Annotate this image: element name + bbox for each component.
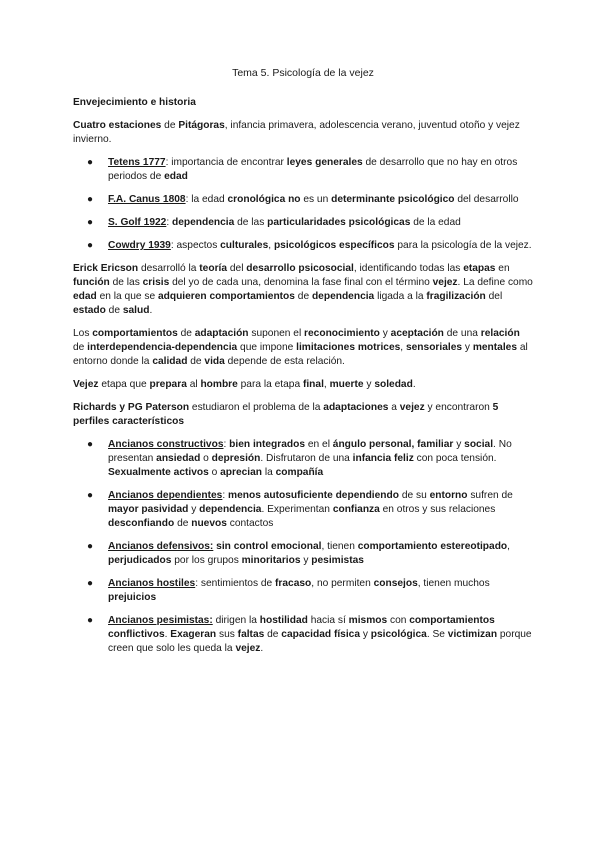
text: , bbox=[400, 342, 406, 353]
bold-text: dependencia bbox=[311, 291, 375, 302]
bold-text: etapas bbox=[463, 263, 496, 274]
text: de su bbox=[398, 490, 430, 501]
bold-text: minoritarios bbox=[241, 555, 301, 566]
text: : importancia de encontrar bbox=[165, 157, 287, 168]
bold-text: ansiedad bbox=[156, 453, 201, 464]
bold-text: psicológica bbox=[370, 629, 427, 640]
bold-text: Vejez bbox=[73, 379, 99, 390]
text: de bbox=[105, 305, 123, 316]
text: del desarrollo bbox=[454, 194, 519, 205]
text: a bbox=[388, 402, 400, 413]
bold-text: fracaso bbox=[275, 578, 312, 589]
bold-text: ángulo personal, familiar bbox=[332, 439, 454, 450]
bold-text: Richards y PG Paterson bbox=[73, 402, 190, 413]
bold-text: Sexualmente activos bbox=[108, 467, 209, 478]
text: y bbox=[188, 504, 200, 515]
list-item bbox=[73, 193, 533, 207]
text: de la edad bbox=[410, 217, 461, 228]
text: , tienen bbox=[321, 541, 358, 552]
bold-text: victimizan bbox=[447, 629, 498, 640]
text: contactos bbox=[226, 518, 274, 529]
text: dirigen la bbox=[212, 615, 260, 626]
bold-text: Cuatro estaciones bbox=[73, 120, 162, 131]
vejez-paragraph bbox=[73, 378, 533, 392]
text: en el bbox=[305, 439, 333, 450]
bold-text: psicológicos específicos bbox=[273, 240, 395, 251]
text: depende de esta relación. bbox=[224, 356, 345, 367]
text: . La define como bbox=[457, 277, 533, 288]
text: de bbox=[73, 342, 88, 353]
bold-text: vejez bbox=[432, 277, 458, 288]
text: de bbox=[294, 291, 312, 302]
section-heading: Envejecimiento e historia bbox=[73, 97, 196, 108]
text: etapa que bbox=[98, 379, 150, 390]
bold-text: interdependencia-dependencia bbox=[87, 342, 238, 353]
profile-name: Ancianos hostiles bbox=[108, 578, 196, 589]
bold-text: salud bbox=[122, 305, 150, 316]
bold-text: aceptación bbox=[390, 328, 444, 339]
text: para la psicología de la vejez. bbox=[394, 240, 532, 251]
list-item bbox=[73, 156, 533, 184]
bullet-icon: ● bbox=[87, 194, 94, 205]
bold-text: faltas bbox=[237, 629, 265, 640]
text: en la que se bbox=[96, 291, 158, 302]
author-name: Tetens 1777 bbox=[108, 157, 166, 168]
text: o bbox=[200, 453, 212, 464]
bold-text: culturales bbox=[220, 240, 269, 251]
bold-text: Pitágoras bbox=[178, 120, 225, 131]
profile-item bbox=[73, 438, 533, 480]
bold-text: 5 perfiles característicos bbox=[73, 402, 499, 427]
profile-item bbox=[73, 489, 533, 531]
text: la bbox=[262, 467, 276, 478]
text: . No presentan bbox=[108, 439, 512, 464]
profile-name: Ancianos dependientes bbox=[108, 490, 223, 501]
bullet-icon: ● bbox=[87, 240, 94, 251]
text: , no permiten bbox=[311, 578, 374, 589]
text: sufren de bbox=[467, 490, 513, 501]
text: con poca tensión. bbox=[413, 453, 497, 464]
bold-text: dependencia bbox=[172, 217, 235, 228]
bold-text: mismos bbox=[348, 615, 388, 626]
profile-item bbox=[73, 540, 533, 568]
text: ligada a la bbox=[374, 291, 427, 302]
text: : bbox=[222, 490, 229, 501]
bold-text: comportamiento estereotipado bbox=[357, 541, 508, 552]
bold-text: calidad bbox=[152, 356, 188, 367]
profile-name: Ancianos defensivos: bbox=[108, 541, 214, 552]
text: , bbox=[507, 541, 510, 552]
bold-text: crisis bbox=[142, 277, 170, 288]
text: o bbox=[208, 467, 221, 478]
text: . bbox=[149, 305, 153, 316]
bold-text: perjudicados bbox=[108, 555, 172, 566]
bullet-icon: ● bbox=[87, 615, 94, 626]
bold-text: confianza bbox=[332, 504, 380, 515]
bold-text: consejos bbox=[373, 578, 418, 589]
seasons-paragraph bbox=[73, 119, 533, 147]
text: suponen el bbox=[248, 328, 305, 339]
bold-text: adaptación bbox=[194, 328, 249, 339]
text: : la edad bbox=[185, 194, 228, 205]
bold-text: aprecian bbox=[220, 467, 263, 478]
bold-text: hostilidad bbox=[259, 615, 308, 626]
bold-text: depresión bbox=[211, 453, 261, 464]
bold-text: desconfiando bbox=[108, 518, 175, 529]
bold-text: sin control emocional bbox=[216, 541, 322, 552]
bold-text: leyes generales bbox=[286, 157, 363, 168]
text: . Disfrutaron de una bbox=[260, 453, 353, 464]
text: , bbox=[268, 240, 274, 251]
bold-text: cronológica no bbox=[227, 194, 301, 205]
text: y bbox=[453, 439, 465, 450]
list-item bbox=[73, 216, 533, 230]
document-page bbox=[73, 66, 533, 665]
text: en bbox=[495, 263, 510, 274]
text: . Experimentan bbox=[261, 504, 333, 515]
bold-text: entorno bbox=[429, 490, 468, 501]
text: , bbox=[323, 379, 330, 390]
bold-text: limitaciones motrices bbox=[296, 342, 401, 353]
text: estudiaron el problema de la bbox=[189, 402, 324, 413]
bold-text: infancia feliz bbox=[352, 453, 414, 464]
author-name: S. Golf 1922 bbox=[108, 217, 167, 228]
bold-text: Erick Ericson bbox=[73, 263, 139, 274]
author-name: F.A. Canus 1808 bbox=[108, 194, 186, 205]
text: . bbox=[412, 379, 416, 390]
text: : bbox=[166, 217, 172, 228]
bold-text: teoría bbox=[199, 263, 228, 274]
bullet-icon: ● bbox=[87, 217, 94, 228]
bold-text: final bbox=[302, 379, 324, 390]
text: de bbox=[161, 120, 179, 131]
bold-text: edad bbox=[164, 171, 188, 182]
text: y bbox=[300, 555, 312, 566]
text: , identificando todas las bbox=[353, 263, 464, 274]
text: porque creen que solo les queda la bbox=[108, 629, 532, 654]
erickson-paragraph bbox=[73, 262, 533, 318]
text: por los grupos bbox=[171, 555, 242, 566]
text: . Se bbox=[426, 629, 448, 640]
bold-text: capacidad física bbox=[281, 629, 361, 640]
text: , tienen muchos bbox=[417, 578, 490, 589]
text: y bbox=[379, 328, 391, 339]
text: . bbox=[260, 643, 264, 654]
text: desarrolló la bbox=[138, 263, 200, 274]
text: y encontraron bbox=[424, 402, 493, 413]
bold-text: dependencia bbox=[199, 504, 262, 515]
bold-text: prejuicios bbox=[108, 592, 157, 603]
text: : aspectos bbox=[170, 240, 221, 251]
bold-text: reconocimiento bbox=[304, 328, 380, 339]
bold-text: relación bbox=[480, 328, 520, 339]
text: de bbox=[187, 356, 205, 367]
profiles-list bbox=[73, 438, 533, 656]
authors-list bbox=[73, 156, 533, 253]
bold-text: edad bbox=[73, 291, 97, 302]
text: al bbox=[186, 379, 201, 390]
profile-name: Ancianos constructivos bbox=[108, 439, 224, 450]
text: y bbox=[363, 379, 375, 390]
bold-text: pesimistas bbox=[311, 555, 364, 566]
bold-text: mayor pasividad bbox=[108, 504, 189, 515]
richards-paragraph bbox=[73, 401, 533, 429]
bold-text: social bbox=[464, 439, 494, 450]
text: es un bbox=[300, 194, 332, 205]
text: al entorno donde la bbox=[73, 342, 528, 367]
page-title: Tema 5. Psicología de la vejez bbox=[232, 67, 374, 79]
bold-text: adaptaciones bbox=[323, 402, 389, 413]
bold-text: muerte bbox=[329, 379, 364, 390]
text: del yo de cada una, denomina la fase final con el término bbox=[169, 277, 433, 288]
text: de desarrollo que no hay en otros periodos de bbox=[108, 157, 518, 182]
text: para la etapa bbox=[237, 379, 303, 390]
text: en otros y sus relaciones bbox=[379, 504, 496, 515]
text: : bbox=[223, 439, 230, 450]
bold-text: estado bbox=[73, 305, 106, 316]
text: sus bbox=[216, 629, 238, 640]
bullet-icon: ● bbox=[87, 439, 94, 450]
bold-text: particularidades psicológicas bbox=[267, 217, 411, 228]
text: del bbox=[227, 263, 247, 274]
bold-text: menos autosuficiente dependiendo bbox=[228, 490, 399, 501]
bold-text: fragilización bbox=[426, 291, 486, 302]
adaptation-paragraph bbox=[73, 327, 533, 369]
bold-text: función bbox=[73, 277, 110, 288]
text: de bbox=[177, 328, 195, 339]
text: del bbox=[485, 291, 503, 302]
list-item bbox=[73, 239, 533, 253]
text: , infancia primavera, adolescencia verano, juventud otoño y vejez invierno. bbox=[73, 120, 520, 145]
bold-text: hombre bbox=[200, 379, 238, 390]
bold-text: comportamientos conflictivos bbox=[108, 615, 495, 640]
text: y bbox=[360, 629, 371, 640]
text: : sentimientos de bbox=[195, 578, 276, 589]
bold-text: determinante psicológico bbox=[331, 194, 455, 205]
bold-text: vejez bbox=[399, 402, 425, 413]
author-name: Cowdry 1939 bbox=[108, 240, 171, 251]
text: de las bbox=[109, 277, 143, 288]
bullet-icon: ● bbox=[87, 578, 94, 589]
bold-text: mentales bbox=[472, 342, 517, 353]
text: Los bbox=[73, 328, 93, 339]
text: con bbox=[387, 615, 410, 626]
text: hacia sí bbox=[307, 615, 349, 626]
bold-text: vida bbox=[204, 356, 225, 367]
profile-name: Ancianos pesimistas: bbox=[108, 615, 213, 626]
text: que impone bbox=[237, 342, 297, 353]
text: . bbox=[164, 629, 171, 640]
text: de una bbox=[443, 328, 481, 339]
bold-text: sensoriales bbox=[405, 342, 463, 353]
bold-text: soledad bbox=[374, 379, 413, 390]
bullet-icon: ● bbox=[87, 541, 94, 552]
bold-text: adquieren comportamientos bbox=[157, 291, 295, 302]
bold-text: nuevos bbox=[191, 518, 227, 529]
text: de bbox=[174, 518, 192, 529]
profile-item bbox=[73, 577, 533, 605]
bold-text: comportamientos bbox=[92, 328, 178, 339]
bullet-icon: ● bbox=[87, 157, 94, 168]
text: de bbox=[264, 629, 282, 640]
bold-text: Exageran bbox=[170, 629, 217, 640]
bold-text: vejez bbox=[235, 643, 261, 654]
bold-text: desarrollo psicosocial bbox=[246, 263, 354, 274]
text: y bbox=[462, 342, 473, 353]
bold-text: prepara bbox=[149, 379, 187, 390]
text: de las bbox=[234, 217, 268, 228]
bold-text: bien integrados bbox=[229, 439, 306, 450]
bullet-icon: ● bbox=[87, 490, 94, 501]
bold-text: compañía bbox=[275, 467, 324, 478]
profile-item bbox=[73, 614, 533, 656]
